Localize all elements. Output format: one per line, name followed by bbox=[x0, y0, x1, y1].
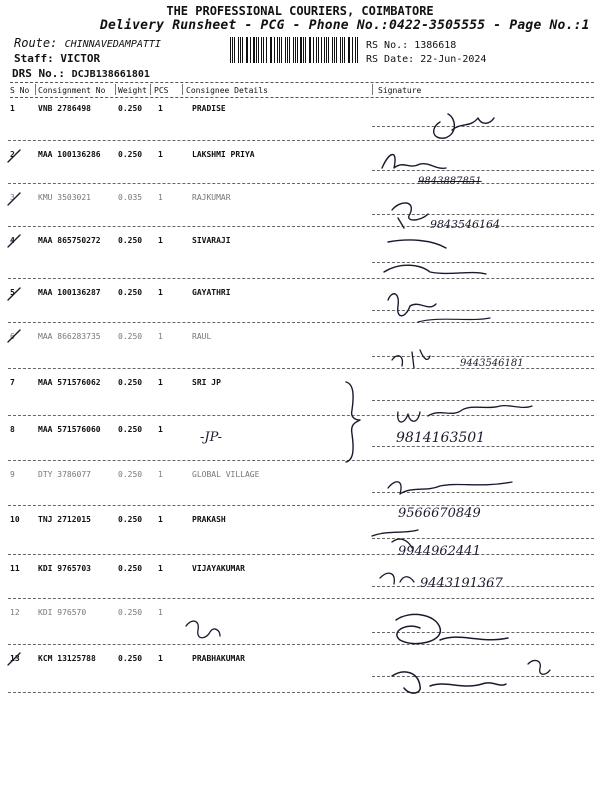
row-weight: 0.250 bbox=[118, 378, 143, 387]
row-consignee: PRAKASH bbox=[192, 515, 226, 524]
row-weight: 0.250 bbox=[118, 425, 143, 434]
rs-no-label: RS No.: bbox=[366, 40, 409, 51]
handwritten-phone-row-6: 9443546181 bbox=[460, 358, 524, 369]
row-sno: 3 bbox=[10, 193, 15, 202]
rs-no-value: 1386618 bbox=[414, 40, 457, 51]
col-consignee: Consignee Details bbox=[186, 86, 268, 95]
row-consignment: MAA 865750272 bbox=[38, 236, 101, 245]
row-consignment: KDI 976570 bbox=[38, 608, 87, 617]
row-consignment: KDI 9765703 bbox=[38, 564, 91, 573]
row-consignee: SIVARAJI bbox=[192, 236, 231, 245]
row-sno: 9 bbox=[10, 470, 15, 479]
row-consignment: TNJ 2712015 bbox=[38, 515, 91, 524]
rs-date-value: 22-Jun-2024 bbox=[420, 54, 487, 65]
row-consignment: MAA 571576060 bbox=[38, 425, 101, 434]
row-consignee: GAYATHRI bbox=[192, 288, 231, 297]
tick-mark bbox=[8, 330, 20, 342]
signature-row-9 bbox=[388, 482, 512, 494]
signature-row-13-b bbox=[528, 661, 550, 675]
tick-mark bbox=[8, 193, 20, 205]
tick-mark bbox=[8, 653, 20, 665]
row-pcs: 1 bbox=[158, 654, 163, 663]
row-pcs: 1 bbox=[158, 193, 163, 202]
row-pcs: 1 bbox=[158, 470, 163, 479]
drs-label: DRS No.: bbox=[12, 67, 65, 80]
row-pcs: 1 bbox=[158, 332, 163, 341]
row-consignee: GLOBAL VILLAGE bbox=[192, 470, 260, 479]
signature-row-4 bbox=[384, 240, 486, 274]
row-weight: 0.250 bbox=[118, 515, 143, 524]
row-weight: 0.250 bbox=[118, 654, 143, 663]
row-consignment: VNB 2786498 bbox=[38, 104, 91, 113]
col-weight: Weight bbox=[118, 86, 147, 95]
row-pcs: 1 bbox=[158, 150, 163, 159]
row-consignee: LAKSHMI PRIYA bbox=[192, 150, 255, 159]
row-pcs: 1 bbox=[158, 378, 163, 387]
row-consignee: PRABHAKUMAR bbox=[192, 654, 245, 663]
row-pcs: 1 bbox=[158, 515, 163, 524]
row-weight: 0.250 bbox=[118, 236, 143, 245]
bracket-row-7-8 bbox=[346, 382, 360, 462]
tick-mark bbox=[8, 150, 20, 162]
row-consignment: KCM 13125788 bbox=[38, 654, 96, 663]
tick-mark bbox=[8, 235, 20, 247]
row-consignment: MAA 100136287 bbox=[38, 288, 101, 297]
col-pcs: PCS bbox=[154, 86, 169, 95]
signature-row-7-8 bbox=[398, 406, 532, 422]
row-weight: 0.250 bbox=[118, 564, 143, 573]
signature-row-2 bbox=[382, 155, 446, 169]
row-sno: 1 bbox=[10, 104, 15, 113]
tick-mark bbox=[8, 288, 20, 300]
signature-row-12-left bbox=[186, 621, 220, 638]
row-weight: 0.250 bbox=[118, 608, 143, 617]
signature-row-5 bbox=[388, 294, 436, 316]
handwritten-phone-row-8: 9814163501 bbox=[396, 430, 486, 446]
row-sno: 4 bbox=[10, 236, 15, 245]
row-consignee: PRADISE bbox=[192, 104, 226, 113]
row-pcs: 1 bbox=[158, 104, 163, 113]
signature-row-3 bbox=[392, 203, 428, 228]
col-sno: S No bbox=[10, 86, 30, 95]
row-pcs: 1 bbox=[158, 425, 163, 434]
row-consignee: RAUL bbox=[192, 332, 212, 341]
row-pcs: 1 bbox=[158, 608, 163, 617]
handwritten-phone-row-9: 9566670849 bbox=[398, 506, 481, 521]
row-sno: 11 bbox=[10, 564, 20, 573]
row-consignment: KMU 3503021 bbox=[38, 193, 91, 202]
handwritten-phone-row-11: 9443191367 bbox=[420, 576, 503, 591]
row-consignment: MAA 571576062 bbox=[38, 378, 101, 387]
col-signature: Signature bbox=[378, 86, 422, 95]
rs-date-label: RS Date: bbox=[366, 54, 415, 65]
row-weight: 0.250 bbox=[118, 288, 143, 297]
row-consignee: SRI JP bbox=[192, 378, 221, 387]
row-pcs: 1 bbox=[158, 288, 163, 297]
signature-row-12 bbox=[396, 614, 508, 643]
row-consignment: DTY 3786077 bbox=[38, 470, 91, 479]
signature-row-11 bbox=[380, 573, 414, 584]
signature-row-5-strike bbox=[418, 318, 490, 322]
row-weight: 0.250 bbox=[118, 470, 143, 479]
signature-row-1 bbox=[434, 114, 494, 138]
row-sno: 2 bbox=[10, 150, 15, 159]
col-consignment: Consignment No bbox=[38, 86, 106, 95]
staff-value: VICTOR bbox=[60, 52, 101, 65]
row-weight: 0.250 bbox=[118, 150, 143, 159]
row-pcs: 1 bbox=[158, 236, 163, 245]
row-pcs: 1 bbox=[158, 564, 163, 573]
row-consignment: MAA 100136286 bbox=[38, 150, 101, 159]
route-label: Route: bbox=[14, 36, 58, 50]
signature-row-13 bbox=[392, 672, 506, 693]
drs-value: DCJB138661801 bbox=[71, 69, 150, 80]
row-weight: 0.035 bbox=[118, 193, 143, 202]
signature-row-6 bbox=[392, 350, 430, 368]
row-weight: 0.250 bbox=[118, 104, 143, 113]
row-sno: 7 bbox=[10, 378, 15, 387]
staff-label: Staff: bbox=[14, 52, 54, 65]
row-sno: 6 bbox=[10, 332, 15, 341]
company-name: THE PROFESSIONAL COURIERS, COIMBATORE bbox=[166, 4, 434, 18]
handwritten-note-row-8: -JP- bbox=[200, 430, 223, 445]
row-weight: 0.250 bbox=[118, 332, 143, 341]
row-sno: 10 bbox=[10, 515, 20, 524]
row-consignee: RAJKUMAR bbox=[192, 193, 231, 202]
row-sno: 12 bbox=[10, 608, 20, 617]
row-sno: 5 bbox=[10, 288, 15, 297]
row-consignment: MAA 866283735 bbox=[38, 332, 101, 341]
row-consignee: VIJAYAKUMAR bbox=[192, 564, 245, 573]
runsheet-title: Delivery Runsheet - PCG - Phone No.:0422-3505555 - Page No.:1 bbox=[100, 18, 590, 33]
row-sno: 8 bbox=[10, 425, 15, 434]
handwritten-phone-row-3: 9843546164 bbox=[430, 218, 500, 231]
row-sno: 13 bbox=[10, 654, 20, 663]
handwritten-phone-row-2: 9843887851 bbox=[418, 176, 482, 187]
handwritten-phone-row-10: 9944962441 bbox=[398, 544, 481, 559]
route-value: CHINNAVEDAMPATTI bbox=[64, 39, 161, 50]
